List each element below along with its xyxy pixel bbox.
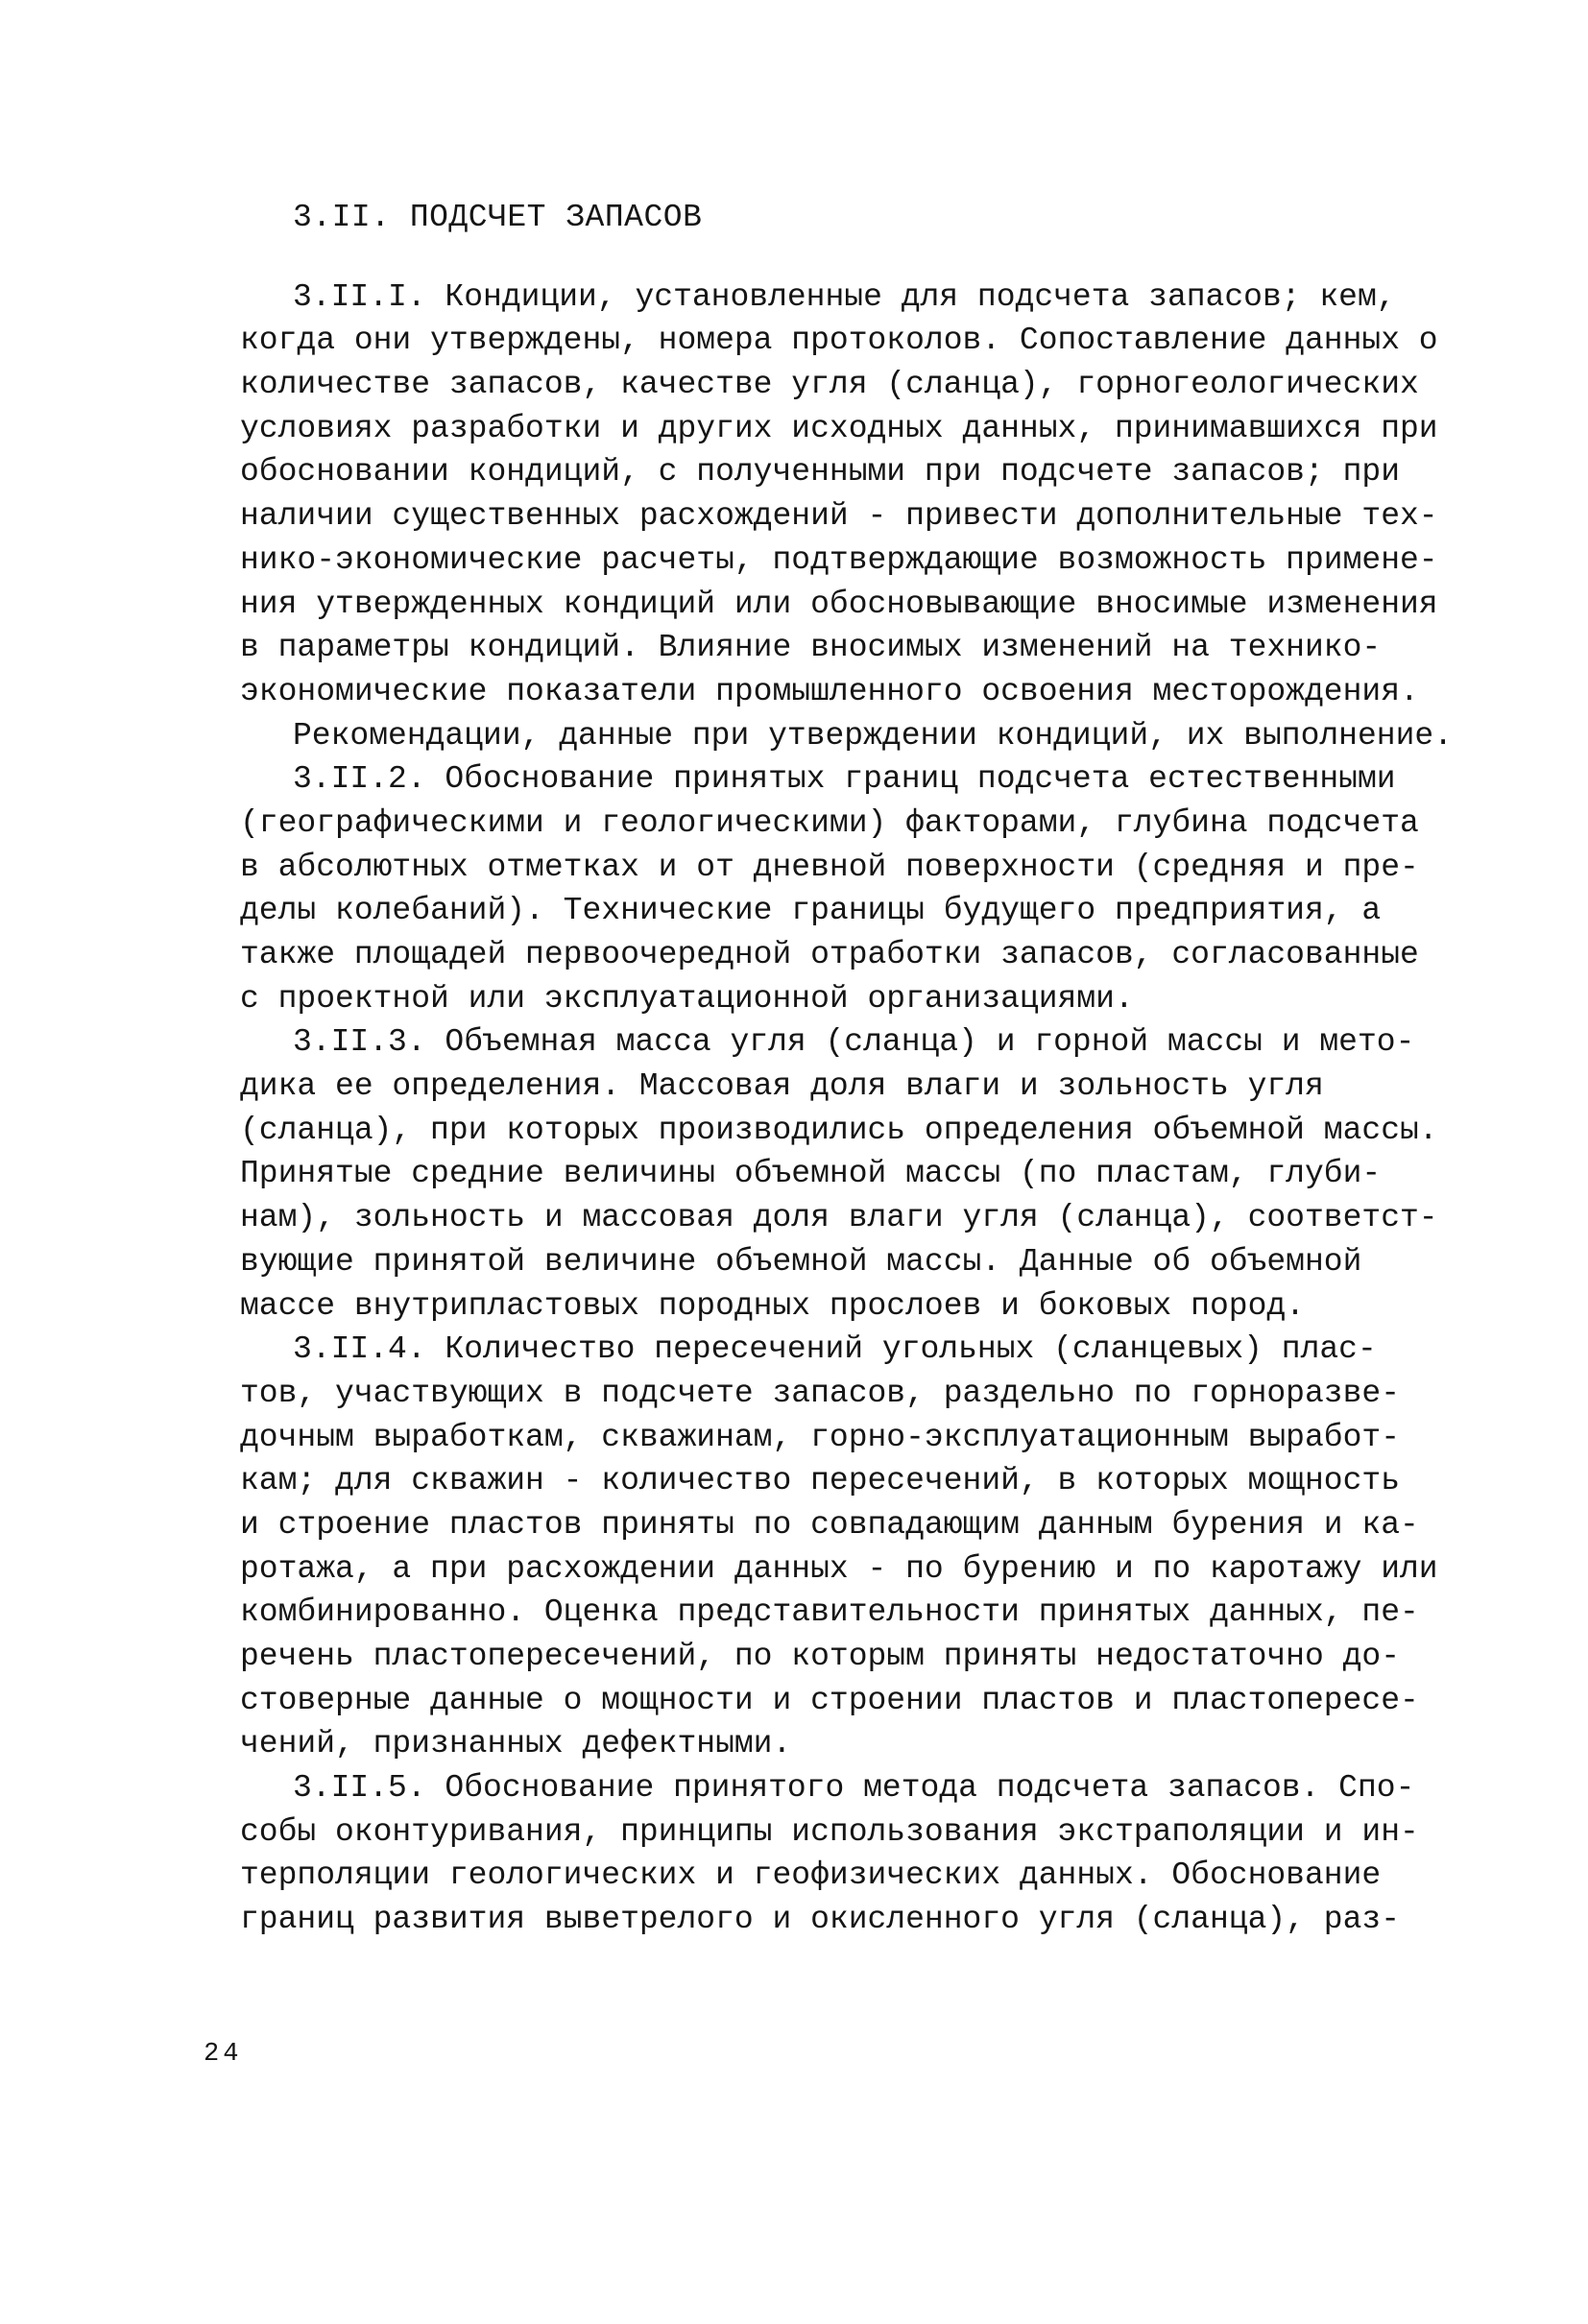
text-line: количестве запасов, качестве угля (сланца), горногеологических	[240, 367, 1419, 402]
text-line: нам), зольность и массовая доля влаги угля (сланца), соответст-	[240, 1200, 1438, 1235]
text-line: с проектной или эксплуатационной организациями.	[240, 981, 1134, 1017]
text-line: 3.II.3. Объемная масса угля (сланца) и горной массы и мето-	[293, 1024, 1415, 1060]
text-line: собы оконтуривания, принципы использования экстраполяции и ин-	[240, 1814, 1419, 1850]
text-line: условиях разработки и других исходных данных, принимавшихся при	[240, 411, 1438, 446]
text-line: Принятые средние величины объемной массы (по пластам, глуби-	[240, 1156, 1382, 1191]
text-line: 3.II.5. Обоснование принятого метода подсчета запасов. Спо-	[293, 1770, 1415, 1806]
section-title: 3.II. ПОДСЧЕТ ЗАПАСОВ	[293, 200, 703, 235]
text-line: в параметры кондиций. Влияние вносимых изменений на технико-	[240, 630, 1382, 665]
text-line: границ развития выветрелого и окисленного угля (сланца), раз-	[240, 1902, 1400, 1937]
text-line: в абсолютных отметках и от дневной поверхности (средняя и пре-	[240, 850, 1419, 885]
text-line: (сланца), при которых производились определения объемной массы.	[240, 1113, 1438, 1148]
text-line: Рекомендации, данные при утверждении кондиций, их выполнение.	[293, 718, 1453, 754]
text-line: ротажа, а при расхождении данных - по бурению и по каротажу или	[240, 1551, 1438, 1587]
text-line: и строение пластов приняты по совпадающим данным бурения и ка-	[240, 1507, 1419, 1543]
text-line: вующие принятой величине объемной массы. Данные об объемной	[240, 1244, 1362, 1280]
text-line: 3.II.2. Обоснование принятых границ подсчета естественными	[293, 761, 1396, 797]
text-line: стоверные данные о мощности и строении пластов и пластопересе-	[240, 1683, 1419, 1718]
text-line: кам; для скважин - количество пересечений, в которых мощность	[240, 1463, 1400, 1498]
text-line: тов, участвующих в подсчете запасов, раздельно по горноразве-	[240, 1376, 1400, 1411]
text-line: нико-экономические расчеты, подтверждающие возможность примене-	[240, 542, 1438, 578]
text-line: 3.II.4. Количество пересечений угольных (сланцевых) плас-	[293, 1331, 1377, 1367]
text-line: делы колебаний). Технические границы будущего предприятия, а	[240, 893, 1382, 928]
text-line: 3.II.I. Кондиции, установленные для подсчета запасов; кем,	[293, 279, 1396, 315]
text-line: экономические показатели промышленного освоения месторождения.	[240, 674, 1419, 709]
text-line: чений, признанных дефектными.	[240, 1726, 792, 1761]
text-line: когда они утверждены, номера протоколов. Сопоставление данных о	[240, 323, 1438, 358]
text-line: терполяции геологических и геофизических данных. Обоснование	[240, 1857, 1382, 1893]
text-line: дочным выработкам, скважинам, горно-эксплуатационным выработ-	[240, 1420, 1400, 1455]
text-line: ния утвержденных кондиций или обосновывающие вносимые изменения	[240, 587, 1438, 622]
text-line: также площадей первоочередной отработки запасов, согласованные	[240, 937, 1419, 972]
text-line: речень пластопересечений, по которым приняты недостаточно до-	[240, 1639, 1400, 1674]
text-line: наличии существенных расхождений - привести дополнительные тех-	[240, 498, 1438, 534]
text-line: обосновании кондиций, с полученными при подсчете запасов; при	[240, 454, 1400, 490]
text-line: комбинированно. Оценка представительности принятых данных, пе-	[240, 1594, 1419, 1630]
text-line: (географическими и геологическими) факторами, глубина подсчета	[240, 805, 1419, 841]
text-line: дика ее определения. Массовая доля влаги и зольность угля	[240, 1068, 1324, 1104]
text-line: массе внутрипластовых породных прослоев и боковых пород.	[240, 1288, 1305, 1324]
page-number: 24	[204, 2040, 243, 2069]
